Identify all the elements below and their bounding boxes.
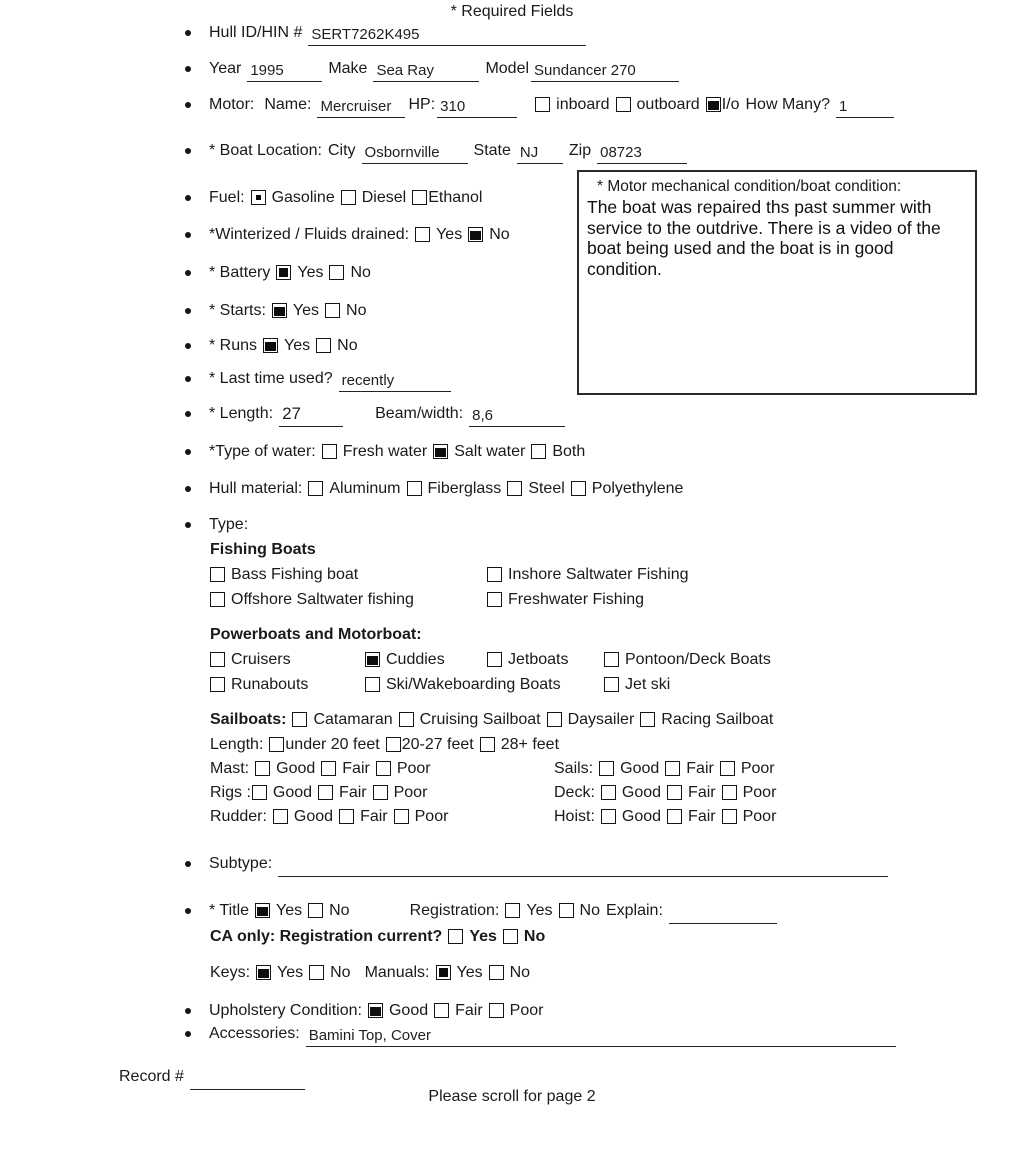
io-label: I/o: [721, 95, 740, 113]
hull-id-value: SERT7262K495: [311, 26, 420, 43]
checkbox-sails-fair[interactable]: [665, 761, 680, 776]
required-fields-note: * Required Fields: [450, 3, 574, 20]
checkbox-ethanol[interactable]: [412, 190, 427, 205]
upholstery-label: Upholstery Condition:: [209, 1001, 362, 1019]
gasoline-label: Gasoline: [271, 188, 335, 206]
bullet-icon: [185, 1031, 191, 1037]
both-water-label: Both: [552, 442, 586, 460]
winterized-label: *Winterized / Fluids drained:: [209, 225, 410, 243]
how-many-label: How Many?: [745, 95, 830, 113]
starts-no-label: No: [346, 301, 367, 319]
ca-no-label: No: [523, 927, 546, 945]
powerboats-header: [210, 624, 422, 645]
runs-row: [185, 335, 358, 356]
rigs-poor-label: Poor: [393, 783, 428, 801]
mast-label: Mast:: [210, 759, 250, 777]
20-27-feet-label: 20-27 feet: [401, 735, 474, 753]
model-value: Sundancer 270: [534, 62, 636, 79]
hp-field[interactable]: [437, 99, 517, 118]
checkbox-title-yes[interactable]: [255, 903, 270, 918]
last-used-row: [185, 368, 451, 389]
sailboats-row: [210, 709, 773, 730]
city-value: Osbornville: [364, 144, 440, 161]
beam-field[interactable]: [469, 408, 565, 427]
type-label: Type:: [209, 515, 249, 533]
year-make-model-row: [185, 58, 679, 79]
battery-label: * Battery: [209, 263, 271, 281]
runs-yes-label: Yes: [284, 336, 311, 354]
rigs-label: Rigs :: [210, 783, 251, 801]
jetboats-label: Jetboats: [508, 650, 569, 668]
subtype-field[interactable]: [278, 858, 888, 877]
checkbox-runs-no[interactable]: [316, 338, 331, 353]
checkbox-deck-poor[interactable]: [722, 785, 737, 800]
title-registration-row: [185, 900, 777, 921]
accessories-value: Bamini Top, Cover: [308, 1027, 431, 1044]
battery-row: [185, 262, 371, 283]
rigs-fair-label: Fair: [339, 783, 367, 801]
rudder-good-label: Good: [293, 807, 334, 825]
checkbox-ca-registration-no[interactable]: [503, 929, 518, 944]
starts-label: * Starts:: [209, 301, 266, 319]
accessories-row: [185, 1023, 896, 1044]
checkbox-rigs-good[interactable]: [252, 785, 267, 800]
checkbox-hoist-good[interactable]: [601, 809, 616, 824]
upholstery-fair-label: Fair: [455, 1001, 483, 1019]
checkbox-inboard[interactable]: [535, 97, 550, 112]
motor-label: Motor:: [209, 95, 255, 113]
sails-fair-label: Fair: [686, 759, 714, 777]
checkbox-mast-poor[interactable]: [376, 761, 391, 776]
checkbox-sails-poor[interactable]: [720, 761, 735, 776]
make-label: Make: [328, 59, 368, 77]
model-label: Model: [485, 59, 530, 77]
fishing-boats-header: [210, 539, 316, 560]
checkbox-keys-no[interactable]: [309, 965, 324, 980]
checkbox-runs-yes[interactable]: [263, 338, 278, 353]
bullet-icon: [185, 148, 191, 154]
hull-material-row: [185, 478, 683, 499]
hull-id-label: Hull ID/HIN #: [209, 23, 303, 41]
beam-value: 8,6: [472, 407, 493, 424]
battery-no-label: No: [350, 263, 371, 281]
diesel-label: Diesel: [361, 188, 407, 206]
type-row: [185, 514, 248, 535]
make-field[interactable]: [373, 63, 479, 82]
bullet-icon: [185, 449, 191, 455]
salt-water-label: Salt water: [454, 442, 526, 460]
cuddies-label: Cuddies: [386, 650, 445, 668]
checkbox-io[interactable]: [706, 97, 721, 112]
sail-length-row: [210, 734, 559, 755]
condition-note-text: The boat was repaired ths past summer with service to the outdrive. There is a video of the boat being used and the boat is in good condition.: [587, 197, 941, 279]
bullet-icon: [185, 411, 191, 417]
registration-no-label: No: [579, 901, 600, 919]
inshore-saltwater-label: Inshore Saltwater Fishing: [508, 565, 689, 583]
motor-name-field[interactable]: [317, 99, 405, 118]
pontoon-deck-label: Pontoon/Deck Boats: [625, 650, 771, 668]
sailboats-header-label: Sailboats:: [210, 710, 287, 728]
how-many-value: 1: [838, 98, 848, 115]
length-label: * Length:: [209, 404, 274, 422]
manuals-label: Manuals:: [364, 963, 430, 981]
bullet-icon: [185, 376, 191, 382]
winterized-row: [185, 224, 510, 245]
model-field[interactable]: [531, 63, 679, 82]
aluminum-label: Aluminum: [329, 479, 401, 497]
motor-row: [185, 94, 894, 115]
hull-material-label: Hull material:: [209, 479, 303, 497]
sails-label: Sails:: [554, 759, 594, 777]
manuals-no-label: No: [509, 963, 531, 981]
racing-sailboat-label: Racing Sailboat: [661, 710, 774, 728]
hull-id-row: [185, 22, 586, 43]
water-type-row: [185, 441, 585, 462]
title-no-label: No: [329, 901, 350, 919]
length-field[interactable]: [279, 404, 343, 427]
checkbox-battery-yes[interactable]: [276, 265, 291, 280]
upholstery-row: [185, 1000, 543, 1021]
checkbox-manuals-yes[interactable]: [436, 965, 451, 980]
starts-yes-label: Yes: [292, 301, 320, 319]
rudder-fair-label: Fair: [360, 807, 388, 825]
explain-label: Explain:: [605, 901, 663, 919]
condition-note-box[interactable]: [577, 170, 977, 395]
checkbox-inshore-saltwater[interactable]: [487, 567, 502, 582]
checkbox-mast-good[interactable]: [255, 761, 270, 776]
bullet-icon: [185, 30, 191, 36]
state-label: State: [473, 141, 511, 159]
city-label: City: [327, 141, 356, 159]
jet-ski-label: Jet ski: [625, 675, 671, 693]
winterized-yes-label: Yes: [436, 225, 463, 243]
last-used-value: recently: [341, 372, 395, 389]
ca-yes-label: Yes: [469, 927, 497, 945]
checkbox-manuals-no[interactable]: [489, 965, 504, 980]
checkbox-upholstery-fair[interactable]: [434, 1003, 449, 1018]
rudder-label: Rudder:: [210, 807, 267, 825]
checkbox-deck-fair[interactable]: [667, 785, 682, 800]
hull-id-field[interactable]: [308, 27, 586, 46]
checkbox-rigs-poor[interactable]: [373, 785, 388, 800]
beam-label: Beam/width:: [375, 404, 464, 422]
deck-poor-label: Poor: [742, 783, 777, 801]
hp-value: 310: [440, 98, 466, 115]
offshore-saltwater-label: Offshore Saltwater fishing: [231, 590, 414, 608]
checkbox-jetboats[interactable]: [487, 652, 502, 667]
registration-yes-label: Yes: [526, 901, 553, 919]
hoist-good-label: Good: [621, 807, 662, 825]
checkbox-both-water[interactable]: [531, 444, 546, 459]
zip-value: 08723: [600, 144, 642, 161]
daysailer-label: Daysailer: [567, 710, 635, 728]
bullet-icon: [185, 270, 191, 276]
checkbox-sails-good[interactable]: [599, 761, 614, 776]
checkbox-title-no[interactable]: [308, 903, 323, 918]
bullet-icon: [185, 232, 191, 238]
fuel-row: [185, 187, 482, 208]
checkbox-catamaran[interactable]: [292, 712, 307, 727]
checkbox-rudder-good[interactable]: [273, 809, 288, 824]
checkbox-rudder-fair[interactable]: [339, 809, 354, 824]
under-20-feet-label: under 20 feet: [285, 735, 380, 753]
condition-note-label: * Motor mechanical condition/boat condition:: [597, 178, 902, 195]
state-field[interactable]: [517, 145, 563, 164]
mast-good-label: Good: [276, 759, 316, 777]
inboard-label: inboard: [556, 95, 610, 113]
how-many-field[interactable]: [836, 99, 894, 118]
hoist-label: Hoist:: [554, 807, 595, 825]
checkbox-20-27-feet[interactable]: [386, 737, 401, 752]
steel-label: Steel: [528, 479, 565, 497]
polyethylene-label: Polyethylene: [591, 479, 684, 497]
checkbox-registration-no[interactable]: [559, 903, 574, 918]
fiberglass-label: Fiberglass: [427, 479, 502, 497]
bullet-icon: [185, 908, 191, 914]
checkbox-keys-yes[interactable]: [256, 965, 271, 980]
fishing-boats-header-label: Fishing Boats: [210, 540, 316, 558]
checkbox-fresh-water[interactable]: [322, 444, 337, 459]
sails-good-label: Good: [620, 759, 660, 777]
deck-fair-label: Fair: [688, 783, 716, 801]
checkbox-fiberglass[interactable]: [407, 481, 422, 496]
checkbox-pontoon-deck[interactable]: [604, 652, 619, 667]
upholstery-good-label: Good: [388, 1001, 429, 1019]
checkbox-upholstery-poor[interactable]: [489, 1003, 504, 1018]
title-label: * Title: [209, 901, 250, 919]
make-value: Sea Ray: [376, 62, 434, 79]
runs-label: * Runs: [209, 336, 258, 354]
runs-no-label: No: [337, 336, 358, 354]
keys-manuals-row: [210, 962, 530, 983]
zip-label: Zip: [568, 141, 592, 159]
checkbox-ski-wakeboarding[interactable]: [365, 677, 380, 692]
city-field[interactable]: [362, 145, 468, 164]
checkbox-cuddies[interactable]: [365, 652, 380, 667]
28-plus-feet-label: 28+ feet: [500, 735, 560, 753]
checkbox-gasoline[interactable]: [251, 190, 266, 205]
scroll-note: Please scroll for page 2: [428, 1088, 596, 1105]
checkbox-runabouts[interactable]: [210, 677, 225, 692]
checkbox-racing-sailboat[interactable]: [640, 712, 655, 727]
upholstery-poor-label: Poor: [509, 1001, 544, 1019]
checkbox-deck-good[interactable]: [601, 785, 616, 800]
accessories-label: Accessories:: [209, 1024, 300, 1042]
manuals-yes-label: Yes: [456, 963, 483, 981]
motor-name-label: Name:: [264, 95, 312, 113]
battery-yes-label: Yes: [297, 263, 324, 281]
record-number-row: [119, 1066, 305, 1087]
bullet-icon: [185, 308, 191, 314]
bullet-icon: [185, 1008, 191, 1014]
bullet-icon: [185, 343, 191, 349]
freshwater-fishing-label: Freshwater Fishing: [508, 590, 645, 608]
subtype-row: [185, 853, 888, 874]
outboard-label: outboard: [636, 95, 700, 113]
hoist-fair-label: Fair: [688, 807, 716, 825]
checkbox-starts-no[interactable]: [325, 303, 340, 318]
checkbox-battery-no[interactable]: [329, 265, 344, 280]
zip-field[interactable]: [597, 145, 687, 164]
boat-location-label: * Boat Location:: [209, 141, 322, 159]
checkbox-aluminum[interactable]: [308, 481, 323, 496]
state-value: NJ: [519, 144, 539, 161]
bullet-icon: [185, 486, 191, 492]
checkbox-ca-registration-yes[interactable]: [448, 929, 463, 944]
bullet-icon: [185, 102, 191, 108]
checkbox-winterized-yes[interactable]: [415, 227, 430, 242]
year-value: 1995: [250, 62, 284, 79]
runabouts-label: Runabouts: [231, 675, 309, 693]
checkbox-daysailer[interactable]: [547, 712, 562, 727]
keys-no-label: No: [330, 963, 351, 981]
ethanol-label: Ethanol: [428, 188, 483, 206]
deck-label: Deck:: [554, 783, 595, 801]
rudder-poor-label: Poor: [414, 807, 449, 825]
checkbox-rudder-poor[interactable]: [394, 809, 409, 824]
checkbox-under-20-feet[interactable]: [269, 737, 284, 752]
cruisers-label: Cruisers: [231, 650, 291, 668]
title-yes-label: Yes: [276, 901, 303, 919]
last-used-label: * Last time used?: [209, 369, 333, 387]
bullet-icon: [185, 861, 191, 867]
length-value: 27: [282, 404, 301, 423]
water-type-label: *Type of water:: [209, 442, 316, 460]
last-used-field[interactable]: [339, 373, 451, 392]
explain-field[interactable]: [669, 905, 777, 924]
bass-fishing-label: Bass Fishing boat: [231, 565, 359, 583]
checkbox-outboard[interactable]: [616, 97, 631, 112]
checkbox-diesel[interactable]: [341, 190, 356, 205]
rigs-good-label: Good: [272, 783, 313, 801]
powerboats-header-label: Powerboats and Motorboat:: [210, 625, 422, 643]
motor-name-value: Mercruiser: [320, 98, 392, 115]
hoist-poor-label: Poor: [742, 807, 777, 825]
checkbox-salt-water[interactable]: [433, 444, 448, 459]
checkbox-cruising-sailboat[interactable]: [399, 712, 414, 727]
checkbox-cruisers[interactable]: [210, 652, 225, 667]
dimensions-row: [185, 403, 565, 424]
bullet-icon: [185, 66, 191, 72]
checkbox-hoist-fair[interactable]: [667, 809, 682, 824]
hp-label: HP:: [408, 95, 436, 113]
checkbox-winterized-no[interactable]: [468, 227, 483, 242]
ski-wakeboarding-label: Ski/Wakeboarding Boats: [386, 675, 561, 693]
sails-poor-label: Poor: [740, 759, 775, 777]
fuel-label: Fuel:: [209, 188, 245, 206]
registration-label: Registration:: [409, 901, 500, 919]
cruising-sailboat-label: Cruising Sailboat: [419, 710, 541, 728]
checkbox-freshwater-fishing[interactable]: [487, 592, 502, 607]
winterized-no-label: No: [489, 225, 510, 243]
checkbox-registration-yes[interactable]: [505, 903, 520, 918]
mast-poor-label: Poor: [396, 759, 431, 777]
year-label: Year: [209, 59, 242, 77]
checkbox-hoist-poor[interactable]: [722, 809, 737, 824]
catamaran-label: Catamaran: [313, 710, 393, 728]
checkbox-jet-ski[interactable]: [604, 677, 619, 692]
year-field[interactable]: [247, 63, 322, 82]
checkbox-mast-fair[interactable]: [321, 761, 336, 776]
ca-registration-row: [210, 926, 545, 947]
deck-good-label: Good: [621, 783, 662, 801]
bullet-icon: [185, 195, 191, 201]
checkbox-upholstery-good[interactable]: [368, 1003, 383, 1018]
checkbox-starts-yes[interactable]: [272, 303, 287, 318]
checkbox-polyethylene[interactable]: [571, 481, 586, 496]
checkbox-bass-fishing[interactable]: [210, 567, 225, 582]
keys-label: Keys:: [210, 963, 251, 981]
fresh-water-label: Fresh water: [342, 442, 428, 460]
subtype-label: Subtype:: [209, 854, 273, 872]
ca-registration-label: CA only: Registration current?: [210, 927, 443, 945]
bullet-icon: [185, 522, 191, 528]
checkbox-rigs-fair[interactable]: [318, 785, 333, 800]
mast-fair-label: Fair: [342, 759, 370, 777]
sail-length-label: Length:: [210, 735, 264, 753]
record-number-label: Record #: [119, 1067, 184, 1085]
checkbox-offshore-saltwater[interactable]: [210, 592, 225, 607]
boat-location-row: [185, 140, 687, 161]
starts-row: [185, 300, 366, 321]
accessories-field[interactable]: [306, 1028, 896, 1047]
checkbox-steel[interactable]: [507, 481, 522, 496]
keys-yes-label: Yes: [277, 963, 304, 981]
checkbox-28-plus-feet[interactable]: [480, 737, 495, 752]
